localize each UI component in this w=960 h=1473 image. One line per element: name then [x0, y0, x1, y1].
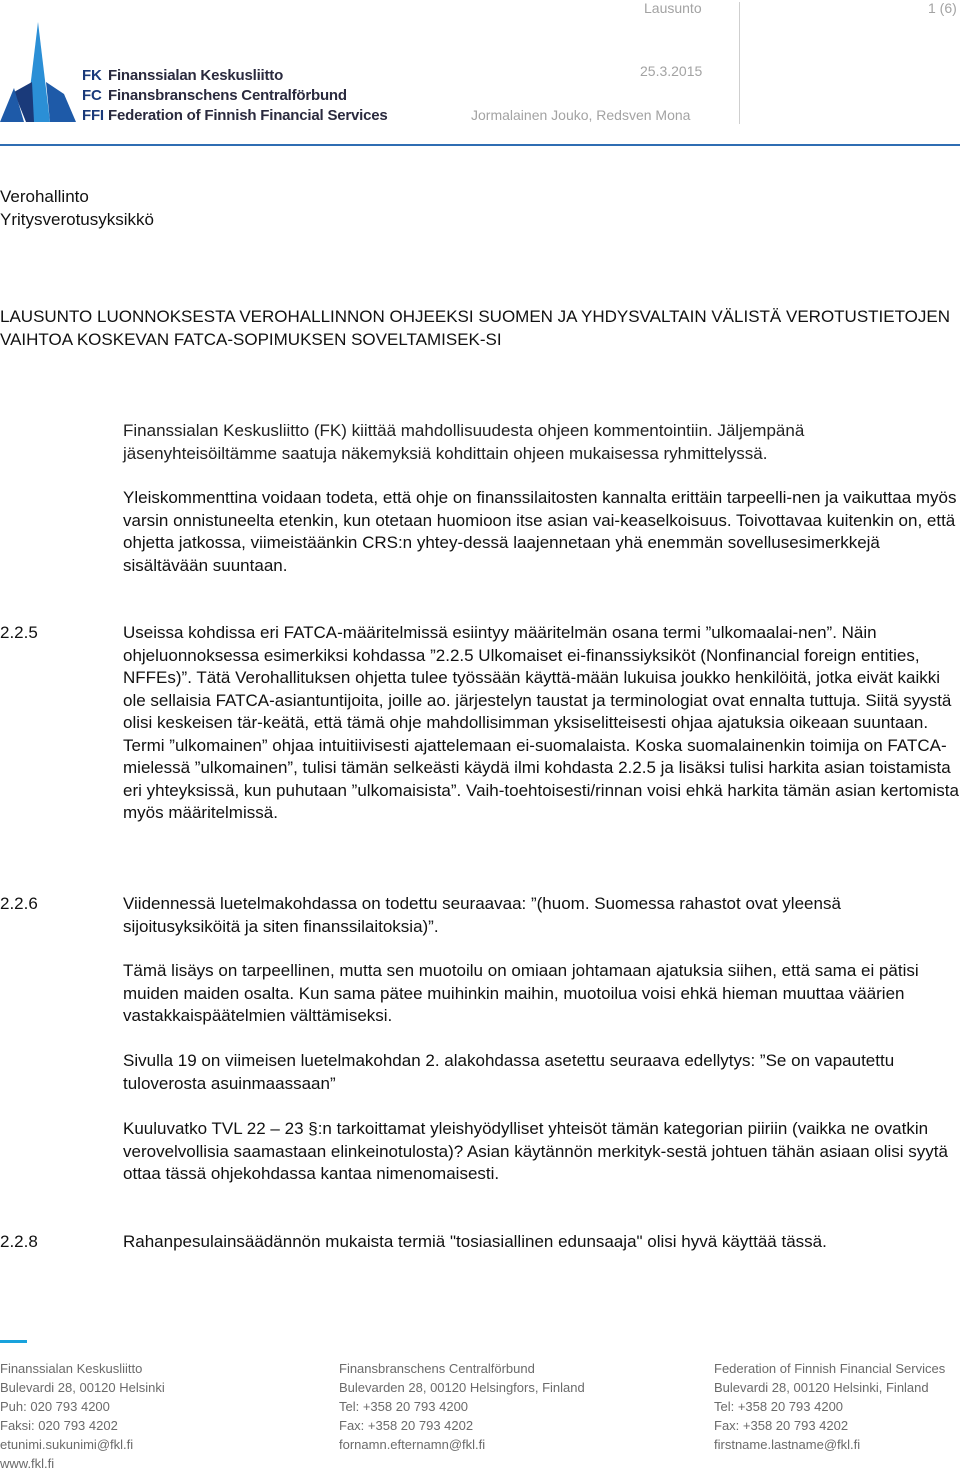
document-authors: Jormalainen Jouko, Redsven Mona: [471, 107, 691, 123]
section-paragraph: Viidennessä luetelmakohdassa on todettu seuraavaa: ”(huom. Suomessa rahastot ovat yleensä sijoitusyksiköitä ja siten finanssilaitoksia)”.: [123, 894, 841, 936]
footer-web-link[interactable]: www.fkl.fi: [0, 1456, 55, 1471]
section-paragraph: Kuuluvatko TVL 22 – 23 §:n tarkoittamat yleishyödylliset yhteisöt tämän kategorian piiriin (vaikka ne ovatkin verovelvollisia saamastaan elinkeinotulosta)? Asian käytännön merkityk-sestä johtuen tähän asiaan olisi syytä ottaa tässä ohjekohdassa kantaa nimenomaisesti.: [123, 1119, 948, 1183]
section-number: 2.2.5: [0, 623, 38, 642]
section-number: 2.2.8: [0, 1232, 38, 1251]
logo-line-fk: FK Finanssialan Keskusliitto: [82, 67, 284, 84]
footer-column-fc: [339, 1359, 585, 1454]
footer-column-ffi: [714, 1359, 945, 1454]
footer-address: Bulevardi 28, 00120 Helsinki: [0, 1380, 165, 1395]
footer-org: Finanssialan Keskusliitto: [0, 1361, 143, 1376]
footer-phone: Tel: +358 20 793 4200: [714, 1399, 844, 1414]
section-paragraph: Sivulla 19 on viimeisen luetelmakohdan 2. alakohdassa asetettu seuraava edellytys: ”Se on vapautettu tuloverosta asuinmaassaan”: [123, 1051, 895, 1093]
header-divider: [739, 2, 740, 124]
footer-org: Finansbranschens Centralförbund: [339, 1361, 535, 1376]
intro-paragraph: Finanssialan Keskusliitto (FK) kiittää mahdollisuudesta ohjeen kommentointiin. Jäljempänä jäsenyhteisöiltämme saatuja näkemyksiä kohdittain ohjeen mukaisessa ryhmittelyssä.: [123, 421, 805, 463]
document-date: 25.3.2015: [640, 63, 703, 79]
logo-wordmark: [82, 66, 388, 126]
recipient-line-1: Verohallinto: [0, 187, 89, 206]
logo-line-ffi: FFI Federation of Finnish Financial Services: [82, 107, 388, 124]
section-paragraph: Rahanpesulainsäädännön mukaista termiä "tosiasiallinen edunsaaja" olisi hyvä käyttää tässä.: [123, 1232, 827, 1251]
footer-org: Federation of Finnish Financial Services: [714, 1361, 946, 1376]
recipient-block: [0, 185, 154, 231]
section-paragraph: Tämä lisäys on tarpeellinen, mutta sen muotoilu on omiaan johtamaan ajatuksia siihen, että sama ei pätisi muiden maiden osalta. Kun sama pätee muihinkin maihin, muotoilua voisi ehkä hieman muuttaa väärien vastakkaispäätelmien välttämiseksi.: [123, 961, 919, 1025]
fk-logo-mark: [0, 22, 76, 126]
page-indicator: 1 (6): [928, 0, 957, 16]
footer-phone: Puh: 020 793 4200: [0, 1399, 110, 1414]
footer-fax: Faksi: 020 793 4202: [0, 1418, 118, 1433]
footer-fax: Fax: +358 20 793 4202: [714, 1418, 849, 1433]
section-number: 2.2.6: [0, 894, 38, 913]
footer-email[interactable]: etunimi.sukunimi@fkl.fi: [0, 1437, 134, 1452]
header-rule: [0, 144, 960, 146]
footer-accent-bar: [0, 1340, 27, 1343]
footer-email[interactable]: firstname.lastname@fkl.fi: [714, 1437, 861, 1452]
doc-type-label: Lausunto: [644, 0, 702, 16]
footer-column-fk: [0, 1359, 165, 1473]
footer-email[interactable]: fornamn.efternamn@fkl.fi: [339, 1437, 486, 1452]
footer-address: Bulevarden 28, 00120 Helsingfors, Finland: [339, 1380, 585, 1395]
general-comment-paragraph: Yleiskommenttina voidaan todeta, että ohje on finanssilaitosten kannalta erittäin tarpeelli-nen ja vaikuttaa myös varsin onnistuneelta etenkin, kun otetaan huomioon itse asian vai-keaselkoisuus. Toivottavaa kuitenkin on, että ohjetta jatkossa, viimeistäänkin CRS:n yhtey-dessä laajennetaan yhä enemmän sovellusesimerkkejä sisältävään suuntaan.: [123, 488, 957, 575]
section-paragraph: Useissa kohdissa eri FATCA-määritelmissä esiintyy määritelmän osana termi ”ulkomaalai-nen”. Näin ohjeluonnoksessa esimerkiksi kohdassa ”2.2.5 Ulkomaiset ei-finanssiyksiköt (Nonfinancial foreign entities, NFFEs)”. Tätä Verohallituksen ohjetta tulee työssään käyttä-mään lukuisa joukko henkilöitä, jotka eivät kaikki ole sellaisia FATCA-asiantuntijoita, joille ao. järjestelyn taustat ja terminologiat ovat ennalta tuttuja. Siitä syystä olisi keskeisen tär-keätä, että tämä ohje mahdollisimman yksiselitteisesti ohjaa ajatuksia oikeaan suuntaan. Termi ”ulkomainen” ohjaa intuitiivisesti ajattelemaan ei-suomalaista. Koska suomalainenkin toimija on FATCA-mielessä ”ulkomainen”, tulisi tämän selkeästi käydä ilmi kohdasta 2.2.5 ja lisäksi tulisi harkita asian toistamista eri yhteyksissä, kun puhutaan ”ulkomaisista”. Vaih-toehtoisesti/rinnan voisi ehkä harkita tämän asian kertomista myös määritelmissä.: [123, 623, 959, 822]
recipient-line-2: Yritysverotusyksikkö: [0, 210, 154, 229]
document-title: LAUSUNTO LUONNOKSESTA VEROHALLINNON OHJEEKSI SUOMEN JA YHDYSVALTAIN VÄLISTÄ VEROTUSTIETOJEN VAIHTOA KOSKEVAN FATCA-SOPIMUKSEN SOVELTAMISEK-SI: [0, 307, 951, 349]
logo-line-fc: FC Finansbranschens Centralförbund: [82, 87, 347, 104]
footer-fax: Fax: +358 20 793 4202: [339, 1418, 474, 1433]
footer-phone: Tel: +358 20 793 4200: [339, 1399, 469, 1414]
footer-address: Bulevardi 28, 00120 Helsinki, Finland: [714, 1380, 929, 1395]
